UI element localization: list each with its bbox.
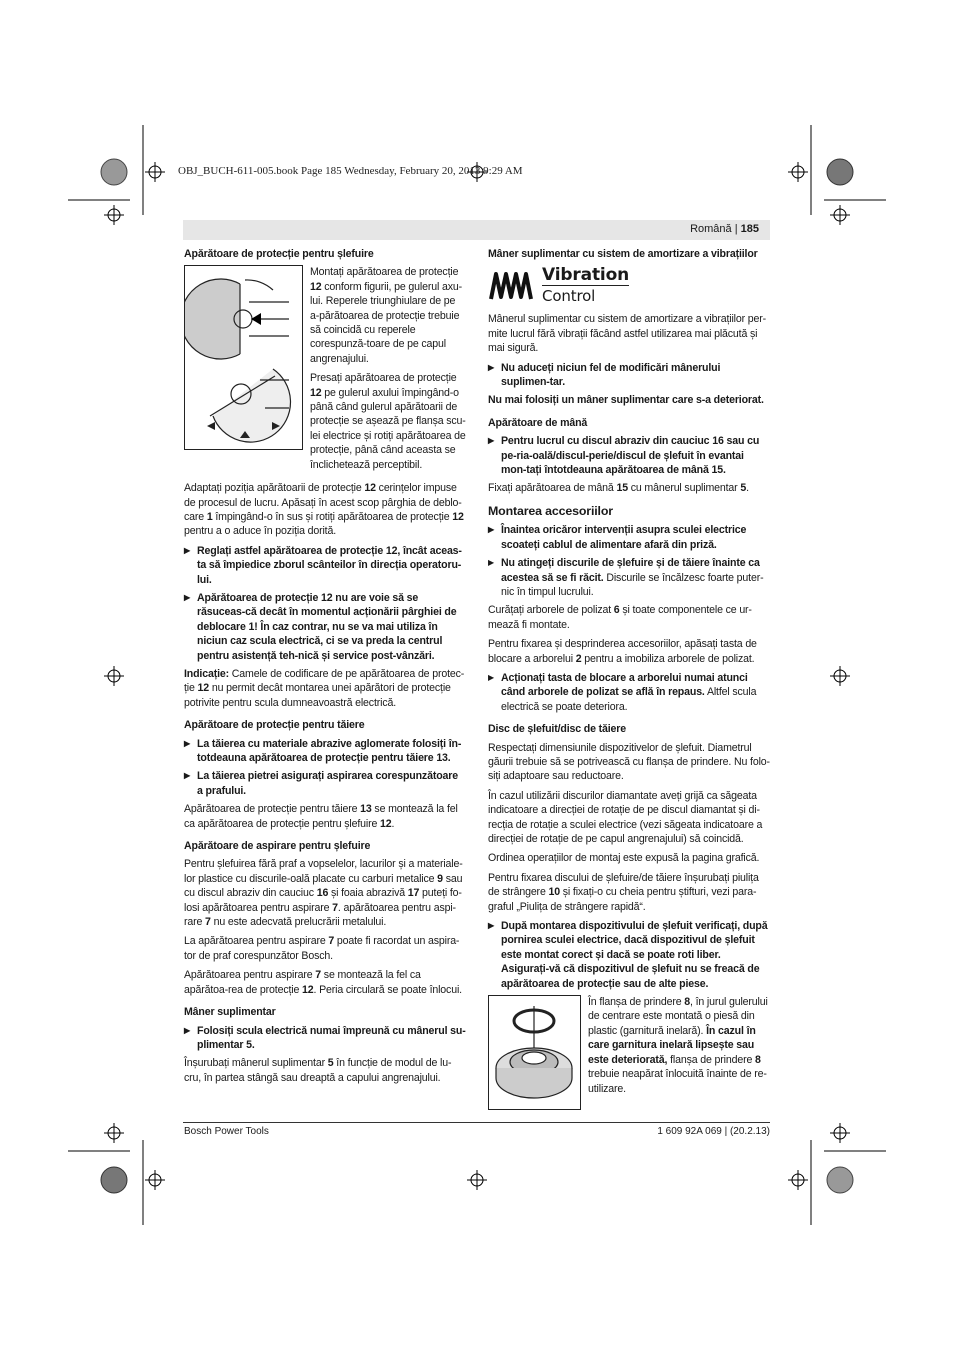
heading-extraction-guard: Apărătoare de aspirare pentru șlefuire [184,840,371,853]
heading-vibration-handle: Mâner suplimentar cu sistem de amortizare a vibrațiilor [488,248,758,260]
bullet-warning: ▶ Reglați astfel apărătoarea de protecție 12, încât aceas-ta să împiedice zborul scânteilor în direcția operatoru-lui. [184,544,466,587]
vibration-control-logo: Vibration Control [488,265,770,306]
page-number: 185 [740,223,759,235]
bullet-warning: ▶ La tăierea pietrei asigurați aspirarea corespunzătoare a prafului. [184,769,466,798]
bullet-warning: ▶ La tăierea cu materiale abrazive aglomerate folosiți în-totdeauna apărătoarea de protecție pentru tăiere 13. [184,737,466,766]
footer-brand: Bosch Power Tools [184,1126,269,1137]
heading-mounting-accessories: Montarea accesoriilor [488,503,613,518]
fig-text: În flanșa de prindere 8, în jurul gulerului de centrare este montată o piesă din plastic (garnitură inelară). În cazul în care garnitura inelară lipsește sau este deteriorată, flanșa de prindere 8 trebuie neapărat înlocuită înainte de re-utilizare. [588,996,768,1095]
left-column [184,247,466,1090]
bullet-warning: ▶ Pentru lucrul cu discul abraziv din cauciuc 16 sau cu pe-ria-oală/discul-perie/discul de șlefuit în evantai mon-tați întotdeauna apărătoarea de mână 15. [488,434,770,477]
paragraph: La apărătoarea pentru aspirare 7 poate fi racordat un aspira-tor de praf corespunzător Bosch. [184,935,460,962]
mounting-flange-illustration [488,995,581,1110]
heading-grinding-guard: Apărătoare de protecție pentru șlefuire [184,248,374,260]
right-column [488,247,770,1114]
bullet-warning: ▶ Folosiți scula electrică numai împreună cu mânerul su-plimentar 5. [184,1024,466,1053]
paragraph: Mânerul suplimentar cu sistem de amortizare a vibrațiilor per-mite lucrul fără vibrații făcând astfel utilizarea mai plăcută și mai sigură. [488,313,767,355]
heading-hand-guard: Apărătoare de mână [488,416,588,429]
bullet-warning: ▶ Nu aduceți niciun fel de modificări mânerului suplimen-tar. [488,361,770,390]
bullet-warning: ▶ Acționați tasta de blocare a arborelui numai atunci când arborele de polizat se află în repaus. Altfel scula electrică se poate deteriora. [488,671,770,714]
page-header: Română | 185 [183,220,770,240]
paragraph: Fixați apărătoarea de mână 15 cu mânerul suplimentar 5. [488,482,749,495]
paragraph: Ordinea operațiilor de montaj este expusă la pagina grafică. [488,852,760,865]
fig-text-1: Montați apărătoarea de protecție 12 conform figurii, pe gulerul axu-lui. Reperele triunghiulare de pe a-părătoarea de protecție trebuie să coincidă cu reperele corespunză-toare de pe capul angrenajului. [310,266,462,365]
paragraph: Apărătoarea de protecție pentru tăiere 13 se montează la fel ca apărătoarea de protecție pentru șlefuire 12. [184,803,458,830]
paragraph: Adaptați poziția apărătoarii de protecție 12 cerințelor impuse de procesul de lucru. Apăsați în acest scop pârghia de deblo-care 1 împingând-o în sus și rotiți apărătoarea de protecție 12 pentru a o aduce în poziția dorită. [184,482,464,538]
heading-grinding-disc: Disc de șlefuit/disc de tăiere [488,723,626,736]
bullet-warning: ▶ Înaintea oricăror intervenții asupra sculei electrice scoateți cablul de alimentare afară din priză. [488,523,770,552]
paragraph: Pentru șlefuirea fără praf a vopselelor, lacurilor și a materiale-lor plastice cu discurile-oală placate cu carburi metalice 9 sau cu discul abraziv din cauciuc 16 și foaia abrazivă 17 puteți fo-losi apărătoarea pentru aspirare 7. apărătoarea pentru aspi-rare 7 nu este adecvată prelucrării metalului. [184,858,463,929]
note: Indicație: Camele de codificare de pe apărătoarea de protec-ție 12 nu permit decât montarea unei apărători de protecție potrivite pentru scula dumneavoastră electrică. [184,667,465,709]
vibration-wave-icon [488,269,538,303]
fig-text-2: Presați apărătoarea de protecție 12 pe gulerul axului împingând-o până când gulerul apărătoarii de protecție se așează pe flanșa scu-lei electrice și rotiți apărătoarea de protecție, până când aceasta se înclichetează perceptibil. [310,372,466,471]
paragraph: Pentru fixarea și desprinderea accesoriilor, apăsați tasta de blocare a arborelui 2 pentru a imobiliza arborele de polizat. [488,638,757,665]
paragraph: Apărătoarea pentru aspirare 7 se montează la fel ca apărătoa-rea de protecție 12. Peria circulară se poate înlocui. [184,969,462,996]
paragraph: Respectați dimensiunile dispozitivelor de șlefuit. Diametrul găurii trebuie să se potrivească cu flanșa de prindere. Nu folo-siți adaptoare sau reductoare. [488,741,770,783]
warning-text: Nu mai folosiți un mâner suplimentar care s-a deteriorat. [488,394,764,407]
paragraph: Curățați arborele de polizat 6 și toate componentele ce ur-mează fi montate. [488,604,752,631]
paragraph: Pentru fixarea discului de șlefuire/de tăiere înșurubați piulița de strângere 10 și fixați-o cu cheia pentru știfturi, vezi para-graful „Piulița de strângere rapidă“. [488,871,759,913]
footer-docnumber: 1 609 92A 069 | (20.2.13) [657,1126,770,1137]
paragraph: Înșurubați mânerul suplimentar 5 în funcție de modul de lu-cru, în partea stângă sau dreaptă a capului angrenajului. [184,1057,452,1084]
footer-rule [183,1122,770,1123]
heading-aux-handle: Mâner suplimentar [184,1006,276,1019]
guard-mounting-illustration [184,265,303,450]
heading-cutting-guard: Apărătoare de protecție pentru tăiere [184,719,365,732]
bullet-warning: ▶ Nu atingeți discurile de șlefuire și de tăiere înainte ca acestea să se fi răcit. Discurile se încălzesc foarte puter-nic în timpul lucrului. [488,556,770,599]
print-info-line: OBJ_BUCH-611-005.book Page 185 Wednesday, February 20, 2013 9:29 AM [178,165,523,177]
bullet-warning: ▶ Apărătoarea de protecție 12 nu are voie să se răsuceas-că decât în momentul acționării pârghiei de deblocare 1! În caz contrar, nu se va mai utiliza în niciun caz scula electrică, ci se va preda la centrul pentru asistență teh-nică și service post-vânzări. [184,591,466,663]
bullet-warning: ▶ După montarea dispozitivului de șlefuit verificați, după pornirea sculei electrice, dacă dispozitivul de șlefuit este montat corect și dacă se poate roti liber. Asigurați-vă că dispozitivul de șlefuit nu se freacă de apărătoarea de protecție sau de alte piese. [488,919,770,991]
paragraph: În cazul utilizării discurilor diamantate aveți grijă ca săgeata indicatoare a direcției de rotație de pe discul diamantat și di-recția de rotație a sculei electrice (vezi săgeata indicatoare a direcției de rotație de pe capul angrenajului) să coincidă. [488,789,763,845]
header-language: Română [690,223,732,235]
